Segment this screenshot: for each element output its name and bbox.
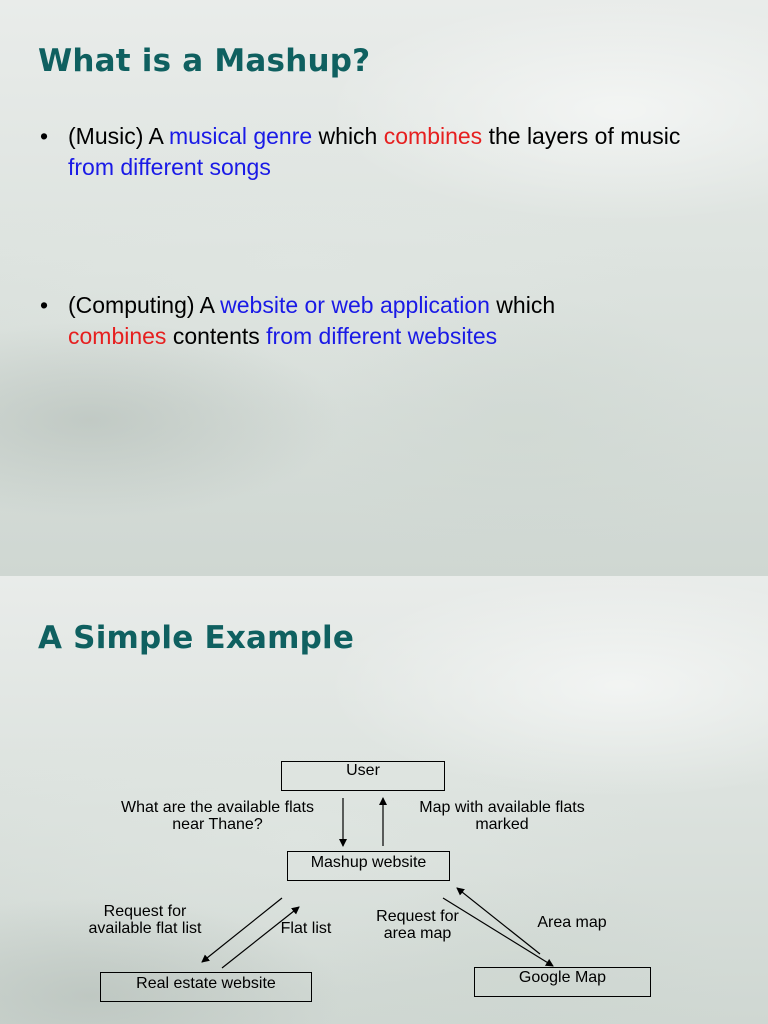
mashup-website-box — [287, 851, 450, 881]
bullet-dot: • — [40, 292, 49, 318]
label-line: Map with available flats — [419, 799, 585, 816]
label-line: Flat list — [280, 920, 332, 937]
label-area-map — [527, 914, 617, 931]
highlight-red: combines — [68, 323, 167, 349]
google-map-label: Google Map — [518, 969, 607, 986]
slide-simple-example — [0, 576, 768, 1024]
bullet-dot: • — [40, 123, 49, 149]
label-line: What are the available flats — [121, 799, 314, 816]
text-span: the layers of music — [482, 123, 681, 149]
label-request-flat-list — [75, 903, 215, 937]
user-box — [281, 761, 445, 791]
text-span: (Computing) A — [68, 292, 221, 318]
label-available-flats-query — [100, 799, 335, 833]
google-map-box — [474, 967, 651, 997]
highlight-blue: from different websites — [266, 323, 498, 349]
text-span: which — [489, 292, 556, 318]
slide-title: What is a Mashup? — [38, 43, 371, 79]
label-line: Request for — [376, 908, 459, 925]
label-line: near Thane? — [172, 816, 263, 833]
highlight-blue: website or web application — [220, 292, 490, 318]
label-line: Request for — [103, 903, 187, 920]
label-line: available flat list — [88, 920, 202, 937]
highlight-blue: musical genre — [168, 123, 313, 149]
highlight-blue: from different songs — [68, 154, 271, 180]
bullet-computing — [40, 290, 730, 352]
bullet-text — [68, 121, 730, 183]
text-span: (Music) A — [68, 123, 169, 149]
real-estate-label: Real estate website — [136, 975, 276, 992]
bullet-text — [68, 290, 730, 352]
slide-title: A Simple Example — [38, 620, 355, 656]
user-label: User — [346, 762, 380, 779]
highlight-red: combines — [383, 123, 483, 149]
mashup-label: Mashup website — [310, 854, 427, 871]
label-map-with-flats — [403, 799, 601, 833]
text-span: which — [312, 123, 384, 149]
label-line: marked — [475, 816, 529, 833]
real-estate-website-box — [100, 972, 312, 1002]
label-request-area-map — [365, 908, 470, 942]
text-span: contents — [166, 323, 267, 349]
label-line: Area map — [537, 914, 607, 931]
label-flat-list — [270, 920, 342, 937]
bullet-music — [40, 121, 730, 183]
label-line: area map — [383, 925, 452, 942]
